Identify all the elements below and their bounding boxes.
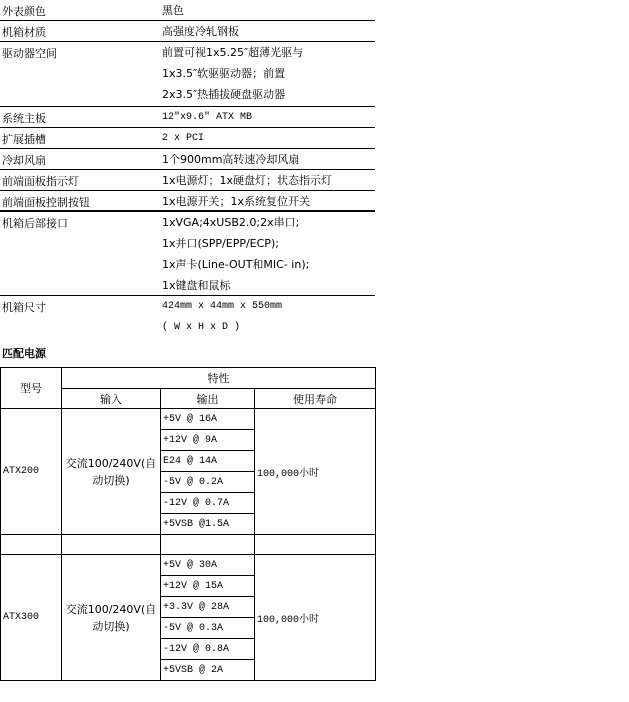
- table-spacer-row: [1, 535, 376, 555]
- model-output: -5V @ 0.2A: [161, 472, 255, 493]
- psu-table: [0, 367, 376, 681]
- empty-cell: [1, 535, 62, 555]
- spec-value-line: 黑色: [162, 4, 184, 17]
- model-name: ATX200: [1, 409, 62, 535]
- model-output: +5VSB @1.5A: [161, 514, 255, 535]
- header-model: 型号: [1, 368, 62, 409]
- spec-row: [0, 42, 375, 107]
- model-life: 100,000小时: [255, 555, 376, 681]
- spec-label: 前端面板指示灯: [2, 175, 79, 188]
- spec-value-line: 高强度冷轧钢板: [162, 25, 239, 38]
- model-name: ATX300: [1, 555, 62, 681]
- spec-value-line: 1x键盘和鼠标: [162, 279, 231, 292]
- model-output: -12V @ 0.7A: [161, 493, 255, 514]
- spec-row: [0, 296, 375, 340]
- spec-value: [162, 215, 309, 299]
- spec-value-line: 1xVGA;4xUSB2.0;2x串口;: [162, 216, 300, 229]
- model-output: -5V @ 0.3A: [161, 618, 255, 639]
- spec-value-line: 1x并口(SPP/EPP/ECP);: [162, 237, 279, 250]
- spec-label: 冷却风扇: [2, 154, 46, 167]
- model-output: +5VSB @ 2A: [161, 660, 255, 681]
- model-output: +5V @ 16A: [161, 409, 255, 430]
- spec-value-line: 1x电源灯；1x硬盘灯；状态指示灯: [162, 174, 333, 187]
- spec-row: [0, 212, 375, 296]
- table-row: [1, 409, 376, 430]
- table-header-row: [1, 368, 376, 389]
- model-life: 100,000小时: [255, 409, 376, 535]
- model-output: E24 @ 14A: [161, 451, 255, 472]
- spec-table: [0, 0, 375, 340]
- empty-cell: [161, 535, 255, 555]
- header-output: 输出: [161, 389, 255, 409]
- model-input: 交流100/240V(自动切换): [62, 555, 161, 681]
- spec-value: [162, 45, 303, 108]
- spec-value-line: 1x声卡(Line-OUT和MIC- in);: [162, 258, 310, 271]
- spec-value-line: 1个900mm高转速冷却风扇: [162, 153, 300, 166]
- spec-label: 系统主板: [2, 112, 46, 125]
- spec-row: [0, 107, 375, 128]
- header-input: 输入: [62, 389, 161, 409]
- spec-label: 扩展插槽: [2, 133, 46, 146]
- spec-value-line: 2 x PCI: [162, 133, 205, 144]
- model-output: +5V @ 30A: [161, 555, 255, 576]
- spec-row: [0, 149, 375, 170]
- spec-row: [0, 0, 375, 21]
- spec-value-line: 424mm x 44mm x 550mm: [162, 301, 283, 312]
- spec-value-line: ( W x H x D ): [162, 322, 241, 333]
- empty-cell: [255, 535, 376, 555]
- model-output: +3.3V @ 28A: [161, 597, 255, 618]
- model-output: -12V @ 0.8A: [161, 639, 255, 660]
- spec-row: [0, 21, 375, 42]
- model-output: +12V @ 9A: [161, 430, 255, 451]
- spec-label: 机箱尺寸: [2, 301, 46, 314]
- spec-row: [0, 128, 375, 149]
- spec-label: 机箱材质: [2, 26, 46, 39]
- header-life: 使用寿命: [255, 389, 376, 409]
- spec-value: [162, 299, 282, 341]
- spec-label: 驱动器空间: [2, 47, 57, 60]
- header-features: 特性: [62, 368, 376, 389]
- model-input: 交流100/240V(自动切换): [62, 409, 161, 535]
- spec-label: 前端面板控制按钮: [2, 196, 90, 209]
- psu-section-title: 匹配电源: [2, 347, 46, 360]
- spec-value-line: 12″x9.6″ ATX MB: [162, 112, 253, 123]
- table-row: [1, 555, 376, 576]
- spec-value-line: 1x3.5″软驱驱动器；前置: [162, 67, 286, 80]
- spec-value-line: 前置可视1x5.25″超薄光驱与: [162, 46, 304, 59]
- spec-value-line: 1x电源开关；1x系统复位开关: [162, 195, 311, 208]
- empty-cell: [62, 535, 161, 555]
- spec-value-line: 2x3.5″热插拔硬盘驱动器: [162, 88, 286, 101]
- spec-label: 机箱后部接口: [2, 217, 68, 230]
- model-output: +12V @ 15A: [161, 576, 255, 597]
- spec-row: [0, 191, 375, 212]
- spec-row: [0, 170, 375, 191]
- spec-label: 外表颜色: [2, 5, 46, 18]
